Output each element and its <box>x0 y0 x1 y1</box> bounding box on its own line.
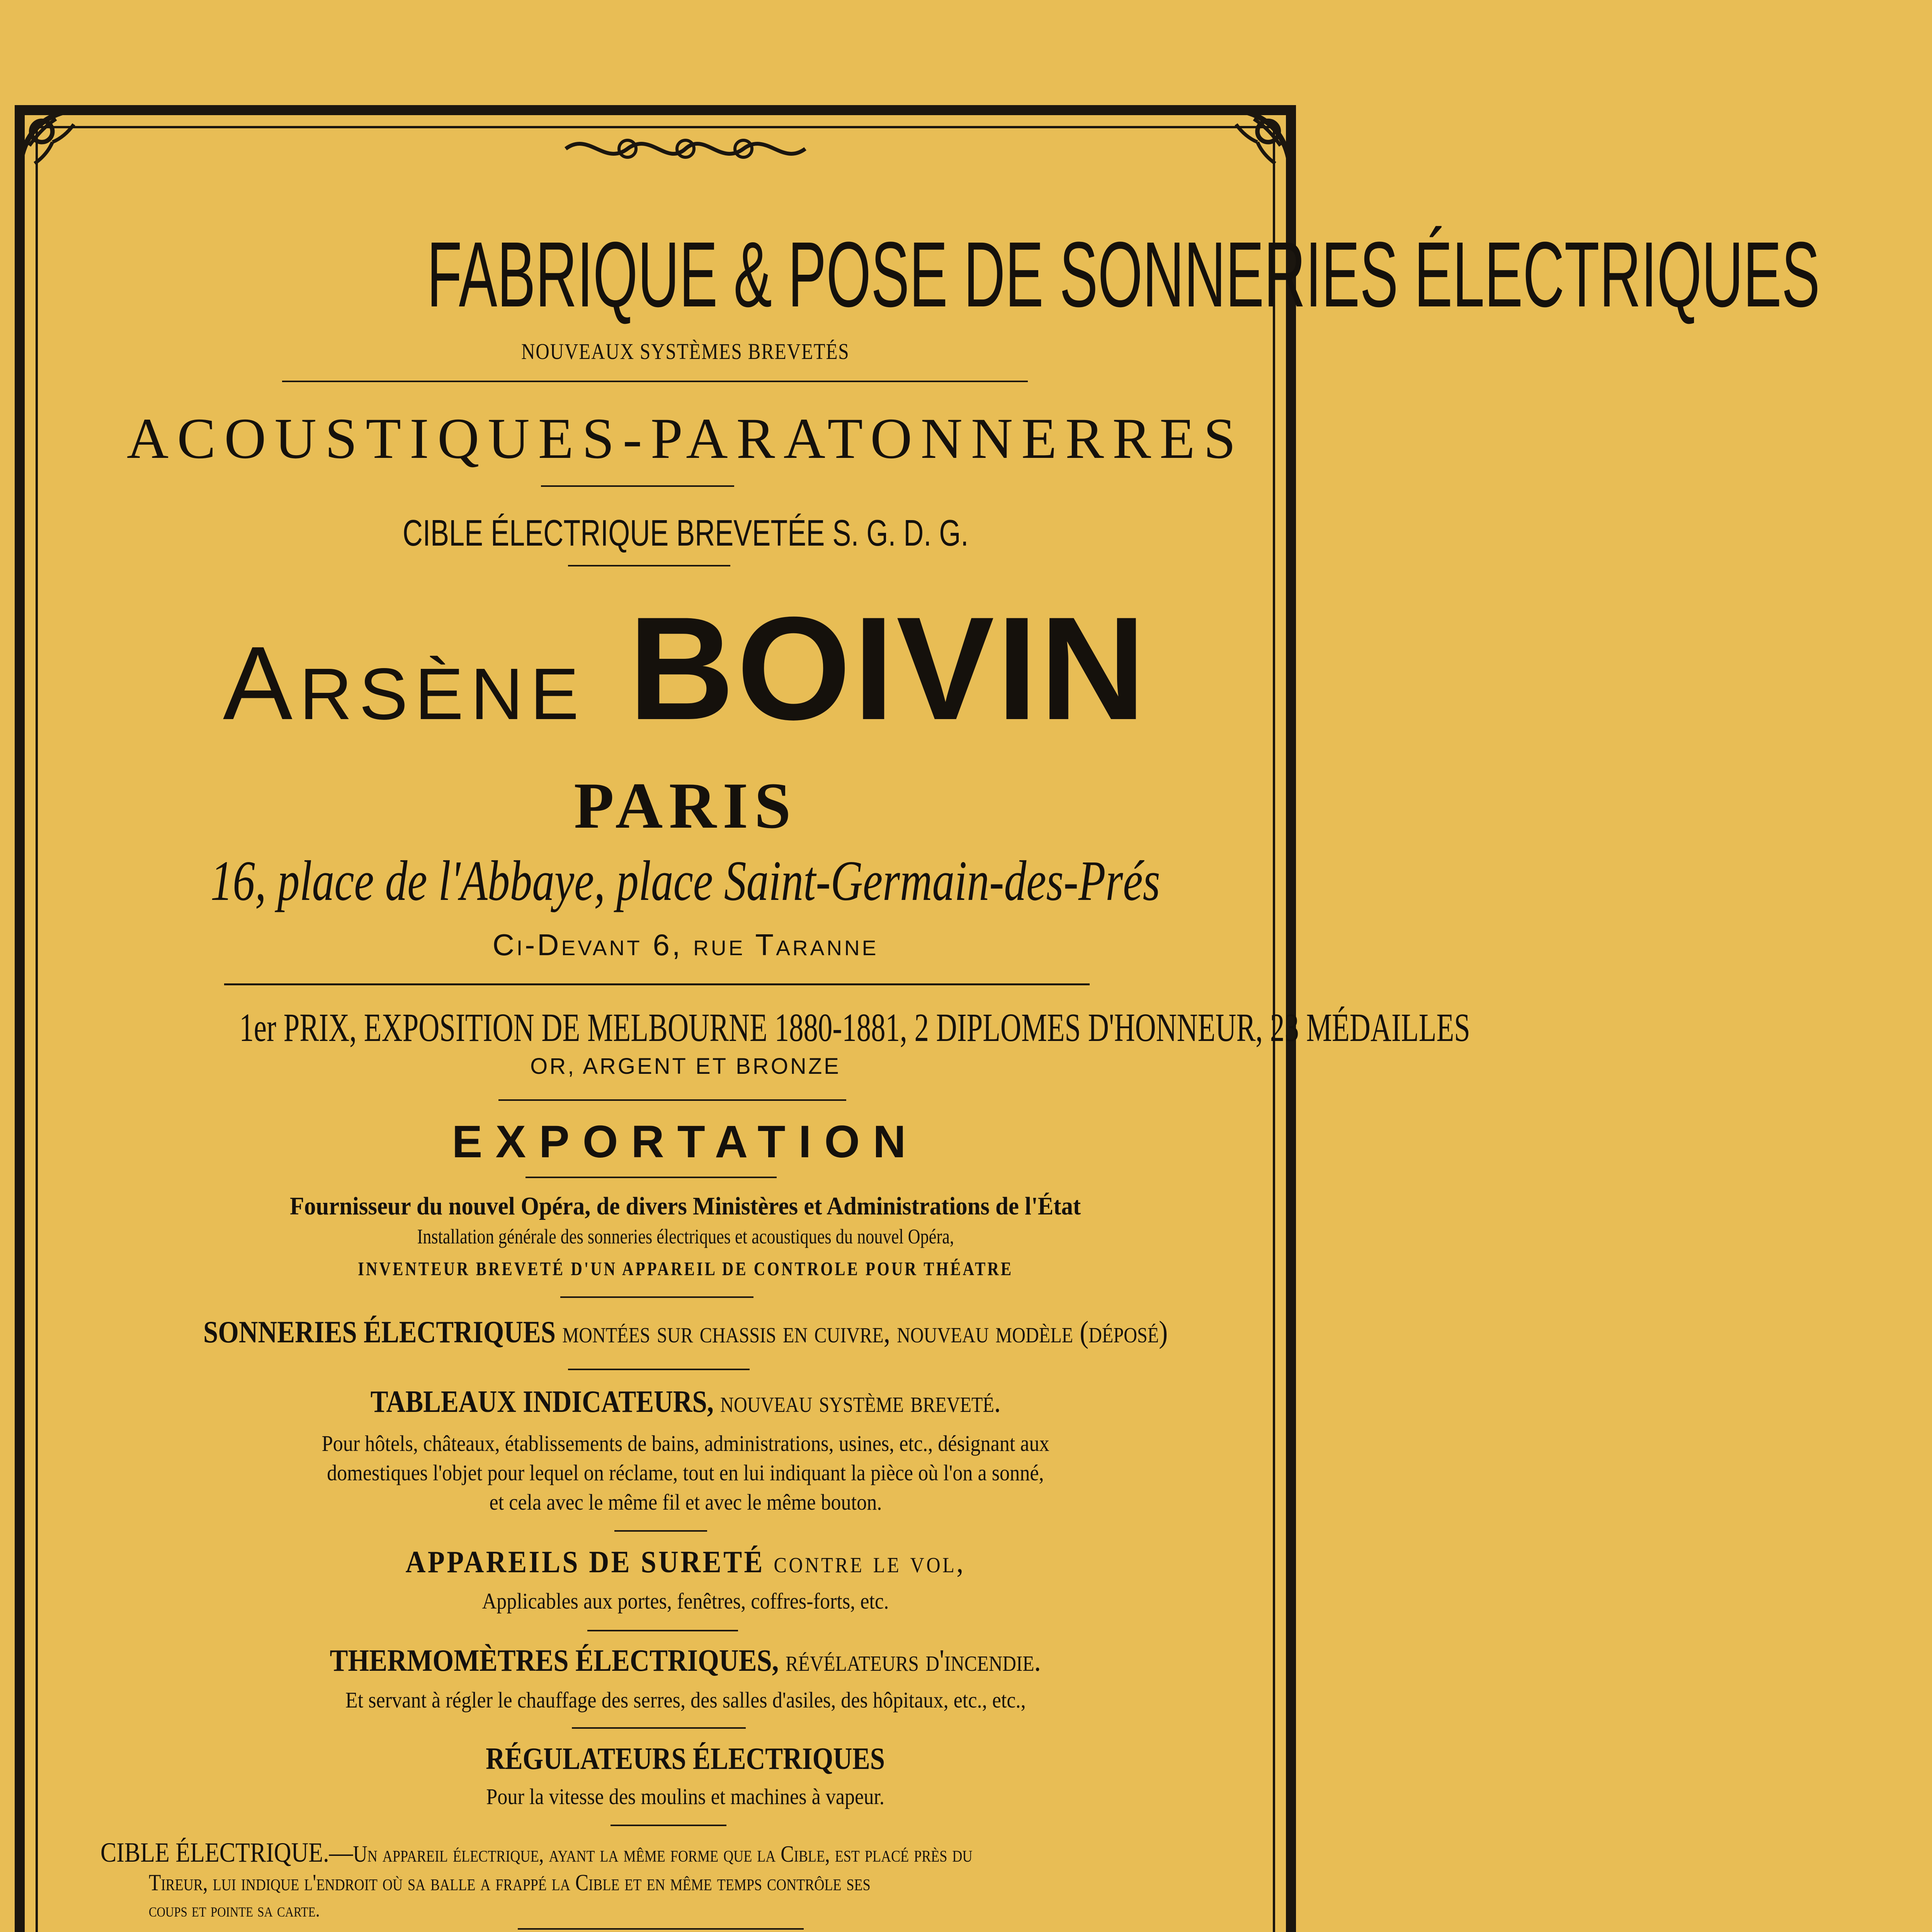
ornament-rule <box>587 1630 738 1631</box>
awards-line2: OR, ARGENT ET BRONZE <box>530 1054 841 1079</box>
header-line2: ACOUSTIQUES-PARATONNERRES <box>126 406 1245 471</box>
thermo-heading: THERMOMÈTRES ÉLECTRIQUES, <box>330 1644 779 1678</box>
tableaux-body2: domestiques l'objet pour lequel on réclame, tout en lui indiquant la pièce où l'on a sonné, <box>327 1460 1044 1485</box>
header-subtitle: NOUVEAUX SYSTÈMES BREVETÉS <box>521 339 850 364</box>
wavy-rule <box>526 1177 777 1178</box>
ornament-rule <box>611 1825 726 1826</box>
cible-text1: Un appareil électrique, ayant la même forme que la Cible, est placé près du <box>353 1841 973 1867</box>
awards-line1: 1er PRIX, EXPOSITION DE MELBOURNE 1880-1881, 2 DIPLOMES D'HONNEUR, 23 MÉDAILLES <box>239 1005 1470 1050</box>
last-name: BOIVIN <box>628 586 1148 750</box>
tableaux-line <box>0 1383 1371 1420</box>
supplier-line3: INVENTEUR BREVETÉ D'UN APPAREIL DE CONTROLE POUR THÉATRE <box>358 1258 1013 1279</box>
ornament-rule <box>560 1296 753 1298</box>
address: 16, place de l'Abbaye, place Saint-Germain-des-Prés <box>211 849 1160 913</box>
former-address: Ci-Devant 6, rue Taranne <box>492 928 879 962</box>
ornament-rule <box>518 1928 804 1930</box>
sonneries-heading: SONNERIES ÉLECTRIQUES <box>203 1315 556 1349</box>
city: PARIS <box>574 769 797 842</box>
tableaux-body1: Pour hôtels, châteaux, établissements de bains, administrations, usines, etc., désignant aux <box>321 1431 1049 1456</box>
header-title: FABRIQUE & POSE DE SONNERIES ÉLECTRIQUES <box>427 223 1820 326</box>
sonneries-desc: montées sur chassis en cuivre, nouveau modèle (déposé) <box>562 1315 1168 1349</box>
scroll-ornament-icon <box>0 128 1371 172</box>
ornament-rule <box>568 565 730 566</box>
exportation-heading: EXPORTATION <box>452 1116 919 1167</box>
ornament-rule <box>572 1727 746 1729</box>
ornament-rule <box>541 485 734 487</box>
ornament-rule <box>568 1369 750 1370</box>
regul-body: Pour la vitesse des moulins et machines à vapeur. <box>486 1784 885 1809</box>
header-line3: CIBLE ÉLECTRIQUE BREVETÉE S. G. D. G. <box>402 512 969 554</box>
thermo-line <box>0 1642 1371 1679</box>
tableaux-desc: nouveau système breveté. <box>720 1385 1001 1419</box>
tableaux-body3: et cela avec le même fil et avec le même bouton. <box>489 1490 882 1515</box>
wavy-rule <box>282 381 1028 382</box>
sonneries-line <box>0 1314 1371 1351</box>
ornament-rule <box>614 1530 707 1532</box>
appareils-line <box>0 1544 1371 1581</box>
appareils-body: Applicables aux portes, fenêtres, coffres-forts, etc. <box>482 1588 889 1614</box>
supplier-line1: Fournisseur du nouvel Opéra, de divers Ministères et Administrations de l'État <box>290 1192 1081 1220</box>
appareils-desc: contre le vol, <box>774 1545 966 1579</box>
supplier-line2: Installation générale des sonneries électriques et acoustiques du nouvel Opéra, <box>417 1225 954 1248</box>
ornament-rule <box>224 983 1090 985</box>
ornament-rule <box>498 1099 846 1101</box>
appareils-heading: APPAREILS DE SURETÉ <box>405 1545 765 1579</box>
cible-line2: Tireur, lui indique l'endroit où sa balle a frappé la Cible et en même temps contrôle ses <box>149 1870 871 1895</box>
cible-line3: coups et pointe sa carte. <box>149 1899 320 1921</box>
first-name: Arsène <box>223 625 586 742</box>
thermo-body: Et servant à régler le chauffage des serres, des salles d'asiles, des hôpitaux, etc., etc., <box>345 1687 1026 1713</box>
regul-heading: RÉGULATEURS ÉLECTRIQUES <box>486 1742 885 1776</box>
proprietor-name <box>0 587 1371 799</box>
tableaux-heading: TABLEAUX INDICATEURS, <box>370 1385 714 1419</box>
thermo-desc: révélateurs d'incendie. <box>786 1644 1041 1678</box>
cible-line1 <box>100 1838 1114 1868</box>
cible-heading: CIBLE ÉLECTRIQUE.— <box>100 1837 353 1868</box>
